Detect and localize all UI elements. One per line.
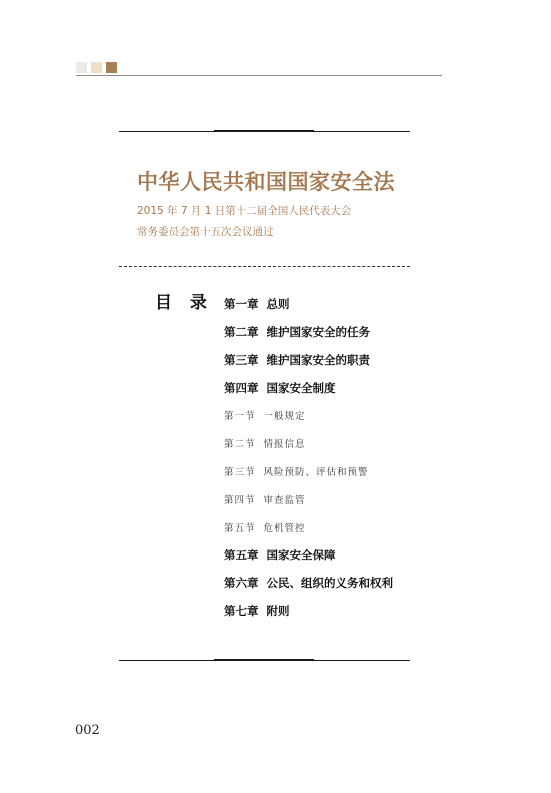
toc-item-title: 维护国家安全的职责 [266,353,370,367]
toc-item-number: 第五节 [224,523,256,534]
toc-item-section-2[interactable] [224,436,306,450]
toc-item-number: 第一章 [224,297,259,311]
toc-item-chapter-3[interactable] [224,352,370,368]
header-square-1 [76,62,87,73]
toc-heading: 目 录 [155,293,213,313]
toc-item-chapter-2[interactable] [224,324,370,340]
toc-item-section-3[interactable] [224,464,369,478]
toc-item-chapter-4[interactable] [224,380,336,396]
header-square-2 [91,62,102,73]
dashed-divider [119,266,410,267]
document-title: 中华人民共和国国家安全法 [137,170,395,194]
toc-item-title: 审查监管 [263,495,306,506]
toc-item-chapter-6[interactable] [224,575,393,591]
toc-item-number: 第四章 [224,381,259,395]
toc-item-title: 危机管控 [263,523,306,534]
toc-item-title: 风险预防、评估和预警 [263,467,369,478]
toc-item-section-1[interactable] [224,408,306,422]
bottom-rule [119,660,410,661]
toc-item-title: 国家安全制度 [266,381,336,395]
toc-item-chapter-7[interactable] [224,603,290,619]
header-rule [76,75,442,76]
toc-item-section-5[interactable] [224,520,306,534]
subtitle-line-2: 常务委员会第十五次会议通过 [137,226,274,238]
toc-item-number: 第二节 [224,439,256,450]
toc-item-chapter-1[interactable] [224,296,290,312]
toc-item-number: 第七章 [224,604,259,618]
title-top-rule [119,131,410,132]
toc-item-chapter-5[interactable] [224,547,336,563]
toc-item-title: 公民、组织的义务和权利 [266,576,393,590]
toc-item-number: 第三节 [224,467,256,478]
toc-item-number: 第一节 [224,411,256,422]
toc-item-number: 第六章 [224,576,259,590]
toc-item-section-4[interactable] [224,492,306,506]
toc-item-number: 第三章 [224,353,259,367]
subtitle-line-1: 2015 年 7 月 1 日第十二届全国人民代表大会 [137,205,352,217]
toc-item-number: 第五章 [224,548,259,562]
toc-item-number: 第二章 [224,325,259,339]
toc-item-number: 第四节 [224,495,256,506]
toc-item-title: 附则 [266,604,290,618]
toc-item-title: 情报信息 [263,439,306,450]
toc-item-title: 国家安全保障 [266,548,336,562]
header-square-3 [106,62,117,73]
page-number: 002 [75,723,100,738]
toc-item-title: 一般规定 [263,411,306,422]
toc-item-title: 维护国家安全的任务 [266,325,370,339]
toc-item-title: 总则 [266,297,290,311]
